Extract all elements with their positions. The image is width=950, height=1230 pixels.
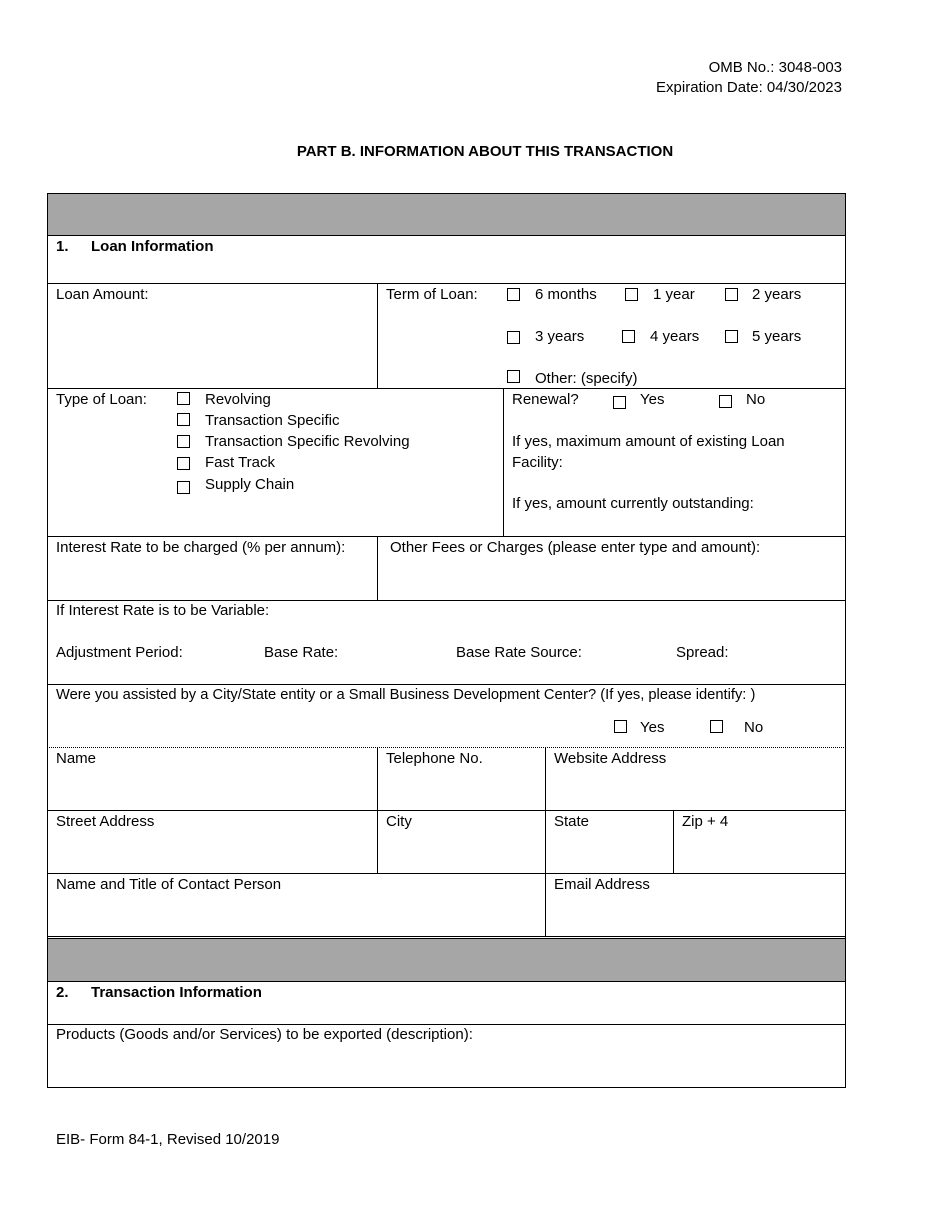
section1-title: Loan Information (91, 238, 214, 255)
term-option-label: 1 year (653, 286, 695, 303)
type-option-label: Fast Track (205, 454, 276, 471)
name-field-label: Name (56, 750, 97, 767)
assisted-yes-label: Yes (640, 719, 665, 736)
street-address-label: Street Address (56, 813, 155, 830)
checkbox-assisted-no[interactable] (710, 720, 723, 733)
max-amount-label-cont: Facility: (512, 454, 563, 471)
checkbox-1-year[interactable] (625, 288, 638, 301)
interest-rate-label: Interest Rate to be charged (% per annum): (56, 539, 346, 556)
checkbox-3-years[interactable] (507, 331, 520, 344)
type-option-label: Transaction Specific (205, 412, 340, 429)
other-fees-label: Other Fees or Charges (please enter type and amount): (390, 539, 761, 556)
type-of-loan-label: Type of Loan: (56, 391, 147, 408)
contact-person-label: Name and Title of Contact Person (56, 876, 282, 893)
section2-number: 2. (56, 984, 69, 1001)
term-option-label: 3 years (535, 328, 585, 345)
omb-number: OMB No.: 3048-003 (708, 59, 842, 76)
assisted-no-label: No (744, 719, 764, 736)
checkbox-5-years[interactable] (725, 330, 738, 343)
section1-number: 1. (56, 238, 69, 255)
term-option-label: 2 years (752, 286, 802, 303)
checkbox-renewal-no[interactable] (719, 395, 732, 408)
checkbox-transaction-specific-revolving[interactable] (177, 435, 190, 448)
website-field-label: Website Address (554, 750, 667, 767)
section1-shade (47, 193, 846, 235)
renewal-yes-label: Yes (640, 391, 665, 408)
checkbox-4-years[interactable] (622, 330, 635, 343)
type-option-label: Transaction Specific Revolving (205, 433, 410, 450)
renewal-no-label: No (746, 391, 766, 408)
checkbox-other[interactable] (507, 370, 520, 383)
variable-rate-label: If Interest Rate is to be Variable: (56, 602, 270, 619)
term-of-loan-label: Term of Loan: (386, 286, 478, 303)
city-label: City (386, 813, 412, 830)
type-option-label: Supply Chain (205, 476, 295, 493)
term-option-label: 6 months (535, 286, 597, 303)
checkbox-6-months[interactable] (507, 288, 520, 301)
term-option-label: 5 years (752, 328, 802, 345)
base-rate-label: Base Rate: (264, 644, 339, 661)
spread-label: Spread: (676, 644, 729, 661)
base-rate-source-label: Base Rate Source: (456, 644, 582, 661)
telephone-field-label: Telephone No. (386, 750, 483, 767)
section2-shade (48, 938, 845, 981)
adjustment-period-label: Adjustment Period: (56, 644, 183, 661)
outstanding-label: If yes, amount currently outstanding: (512, 495, 754, 512)
zip-label: Zip + 4 (682, 813, 729, 830)
page-title: PART B. INFORMATION ABOUT THIS TRANSACTION (296, 143, 674, 160)
products-label: Products (Goods and/or Services) to be exported (description): (56, 1026, 473, 1043)
checkbox-assisted-yes[interactable] (614, 720, 627, 733)
renewal-label: Renewal? (512, 391, 579, 408)
assisted-question: Were you assisted by a City/State entity or a Small Business Development Center? (If yes, please identify: ) (56, 687, 756, 703)
section2-title: Transaction Information (91, 984, 262, 1001)
checkbox-renewal-yes[interactable] (613, 396, 626, 409)
checkbox-supply-chain[interactable] (177, 481, 190, 494)
checkbox-2-years[interactable] (725, 288, 738, 301)
term-option-label: Other: (specify) (535, 370, 638, 387)
checkbox-transaction-specific[interactable] (177, 413, 190, 426)
form-footer: EIB- Form 84-1, Revised 10/2019 (56, 1131, 280, 1148)
max-amount-label: If yes, maximum amount of existing Loan (512, 433, 785, 450)
checkbox-fast-track[interactable] (177, 457, 190, 470)
type-option-label: Revolving (205, 391, 271, 408)
state-label: State (554, 813, 590, 830)
expiration-date: Expiration Date: 04/30/2023 (656, 79, 842, 96)
checkbox-revolving[interactable] (177, 392, 190, 405)
loan-amount-label: Loan Amount: (56, 286, 149, 303)
term-option-label: 4 years (650, 328, 700, 345)
email-address-label: Email Address (554, 876, 650, 893)
